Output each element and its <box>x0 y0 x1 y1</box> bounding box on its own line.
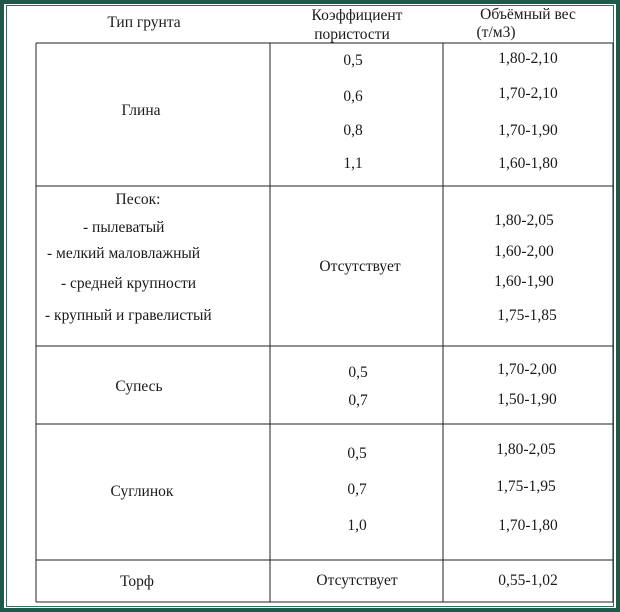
header-porosity-line1: Коэффициент <box>311 7 403 24</box>
sand-subtype-2: - мелкий маловлажный <box>47 245 201 262</box>
clay-porosity-3: 0,8 <box>343 122 363 139</box>
sandy-loam-weight-2: 1,50-1,90 <box>497 391 557 408</box>
clay-weight-3: 1,70-1,90 <box>498 122 558 139</box>
clay-porosity-1: 0,5 <box>343 52 363 69</box>
sand-weight-3: 1,60-1,90 <box>494 273 554 290</box>
loam-weight-3: 1,70-1,80 <box>498 517 558 534</box>
clay-weight-4: 1,60-1,80 <box>498 155 558 172</box>
row-peat-name: Торф <box>120 573 154 590</box>
sand-subtype-1: - пылеватый <box>83 219 165 236</box>
sandy-loam-porosity-1: 0,5 <box>348 364 368 381</box>
sand-subtype-4: - крупный и гравелистый <box>45 307 212 324</box>
clay-weight-1: 1,80-2,10 <box>498 50 558 67</box>
header-weight-line1: Объёмный вес <box>480 6 576 23</box>
header-soil-type: Тип грунта <box>107 14 181 31</box>
sand-weight-1: 1,80-2,05 <box>494 212 554 229</box>
clay-weight-2: 1,70-2,10 <box>498 85 558 102</box>
header-weight-line2: (т/м3) <box>476 24 516 41</box>
sand-weight-2: 1,60-2,00 <box>494 243 554 260</box>
loam-weight-1: 1,80-2,05 <box>496 441 556 458</box>
row-sand-name: Песок: <box>115 191 161 208</box>
loam-porosity-1: 0,5 <box>347 445 367 462</box>
row-clay-name: Глина <box>121 102 161 119</box>
peat-weight-1: 0,55-1,02 <box>498 572 558 589</box>
clay-porosity-4: 1,1 <box>343 155 363 172</box>
sandy-loam-porosity-2: 0,7 <box>348 392 368 409</box>
sand-weight-4: 1,75-1,85 <box>497 307 557 324</box>
row-sandy-loam-name: Супесь <box>115 378 163 395</box>
sand-porosity-absent: Отсутствует <box>319 258 401 275</box>
loam-porosity-2: 0,7 <box>347 481 367 498</box>
row-loam-name: Суглинок <box>110 483 174 500</box>
header-porosity-line2: пористости <box>314 26 390 43</box>
sand-subtype-3: - средней крупности <box>61 275 197 292</box>
loam-porosity-3: 1,0 <box>347 517 367 534</box>
loam-weight-2: 1,75-1,95 <box>496 478 556 495</box>
sandy-loam-weight-1: 1,70-2,00 <box>497 361 557 378</box>
clay-porosity-2: 0,6 <box>343 88 363 105</box>
peat-porosity-absent: Отсутствует <box>316 572 398 589</box>
